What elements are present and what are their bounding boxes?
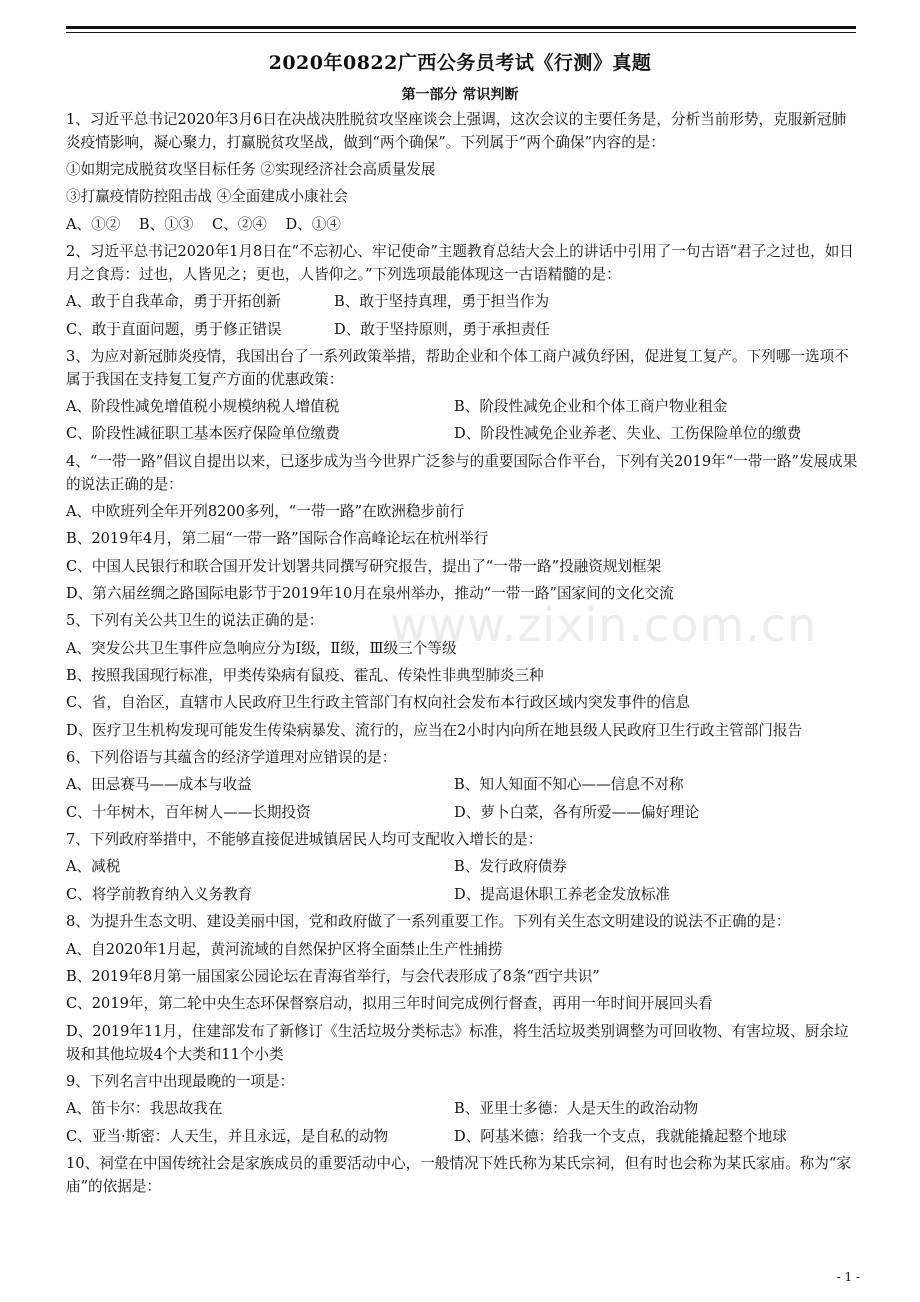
question-stem-10: 10、祠堂在中国传统社会是家族成员的重要活动中心，一般情况下姓氏称为某氏宗祠，但有时也会称为某氏家庙。称为“家庙”的依据是： [66, 1154, 851, 1195]
question-stem-8: 8、为提升生态文明、建设美丽中国，党和政府做了一系列重要工作。下列有关生态文明建设的说法不正确的是： [66, 913, 791, 931]
option-c: C、2019年，第二轮中央生态环保督察启动，拟用三年时间完成例行督查，再用一年时间开展回头看 [66, 995, 713, 1013]
option-c: C、阶段性减征职工基本医疗保险单位缴费 [66, 425, 340, 443]
option-a: A、阶段性减免增值税小规模纳税人增值税 [66, 397, 340, 415]
statement-line-2: ③打赢疫情防控阻击战 ④全面建成小康社会 [66, 188, 348, 206]
option-d: D、敢于坚持原则，勇于承担责任 [334, 320, 551, 338]
watermark: www.zixin.com.cn [390, 598, 818, 652]
section-heading: 第一部分 常识判断 [401, 87, 519, 103]
question-list [66, 106, 858, 1200]
question-stem-5: 5、下列有关公共卫生的说法正确的是： [66, 612, 324, 630]
option-d: D、医疗卫生机构发现可能发生传染病暴发、流行的，应当在2小时内向所在地县级人民政府卫生行政主管部门报告 [66, 721, 803, 739]
option-d: D、阿基米德：给我一个支点，我就能撬起整个地球 [454, 1127, 787, 1145]
question-stem-9: 9、下列名言中出现最晚的一项是： [66, 1072, 295, 1090]
question-stem-4: 4、“一带一路”倡议自提出以来，已逐步成为当今世界广泛参与的重要国际合作平台，下列有关2019年“一带一路”发展成果的说法正确的是： [66, 452, 858, 493]
option-a: A、笛卡尔：我思故我在 [66, 1100, 223, 1118]
option-c: C、敢于直面问题，勇于修正错误 [66, 320, 282, 338]
option-b: B、阶段性减免企业和个体工商户物业租金 [454, 397, 728, 415]
option-c: C、中国人民银行和联合国开发计划署共同撰写研究报告，提出了“一带一路”投融资规划框架 [66, 557, 662, 575]
option-b: B、敢于坚持真理，勇于担当作为 [334, 293, 550, 311]
options-row [66, 393, 858, 420]
option-c: C、十年树木，百年树人——长期投资 [66, 803, 311, 821]
option-a: A、田忌赛马——成本与收益 [66, 776, 252, 794]
option-b: B、知人知面不知心——信息不对称 [454, 776, 684, 794]
page-number: - 1 - [836, 1270, 860, 1284]
options-row [66, 799, 858, 826]
options-row [66, 853, 858, 880]
question-stem-2: 2、习近平总书记2020年1月8日在“不忘初心、牢记使命”主题教育总结大会上的讲话中引用了一句古语“君子之过也，如日月之食焉：过也，人皆见之；更也，人皆仰之。”下列选项最能体现这一古语精髓的是： [66, 243, 854, 284]
options-row [66, 288, 858, 315]
option-b: B、亚里士多德：人是天生的政治动物 [454, 1100, 699, 1118]
option-b: B、2019年4月，第二届“一带一路”国际合作高峰论坛在杭州举行 [66, 530, 489, 548]
option-c: C、亚当·斯密：人天生，并且永远，是自私的动物 [66, 1127, 389, 1145]
options-row [66, 1123, 858, 1150]
option-b: B、按照我国现行标准，甲类传染病有鼠疫、霍乱、传染性非典型肺炎三种 [66, 667, 544, 685]
options-row [66, 881, 858, 908]
options-row [66, 420, 858, 447]
option-a: A、突发公共卫生事件应急响应分为Ⅰ级，Ⅱ级，Ⅲ级三个等级 [66, 639, 457, 657]
option-a: A、敢于自我革命，勇于开拓创新 [66, 293, 281, 311]
option-b: B、发行政府债券 [454, 858, 567, 876]
statement-line-1: ①如期完成脱贫攻坚目标任务 ②实现经济社会高质量发展 [66, 161, 436, 178]
option-a: A、中欧班列全年开列8200多列，“一带一路”在欧洲稳步前行 [66, 502, 465, 520]
options-row [66, 771, 858, 798]
question-stem-3: 3、为应对新冠肺炎疫情，我国出台了一系列政策举措，帮助企业和个体工商户减负纾困，促进复工复产。下列哪一选项不属于我国在支持复工复产方面的优惠政策： [66, 347, 849, 388]
options-row [66, 1095, 858, 1122]
option-d: D、第六届丝绸之路国际电影节于2019年10月在泉州举办，推动“一带一路”国家间的文化交流 [66, 584, 674, 602]
document-title: 2020年0822广西公务员考试《行测》真题 [268, 52, 652, 74]
question-stem-1: 1、习近平总书记2020年3月6日在决战决胜脱贫攻坚座谈会上强调，这次会议的主要任务是，分析当前形势，克服新冠肺炎疫情影响，凝心聚力，打赢脱贫攻坚战，做到“两个确保”。下列属于“两个确保”内容的是： [66, 111, 847, 151]
option-a: A、减税 [66, 858, 121, 876]
top-rule-thin [66, 32, 856, 33]
option-d: D、2019年11月，住建部发布了新修订《生活垃圾分类标志》标准，将生活垃圾类别调整为可回收物、有害垃圾、厨余垃圾和其他垃圾4个大类和11个小类 [66, 1022, 849, 1063]
options-row [66, 316, 858, 343]
top-rule-thick [66, 26, 856, 29]
option-d: D、提高退休职工养老金发放标准 [454, 885, 671, 903]
option-c: C、将学前教育纳入义务教育 [66, 885, 253, 903]
option-d: D、阶段性减免企业养老、失业、工伤保险单位的缴费 [454, 425, 802, 443]
option-c: C、省，自治区，直辖市人民政府卫生行政主管部门有权向社会发布本行政区域内突发事件的信息 [66, 694, 691, 712]
option-a: A、自2020年1月起，黄河流域的自然保护区将全面禁止生产性捕捞 [66, 940, 503, 958]
options-q1: A、①② B、①③ C、②④ D、①④ [66, 215, 341, 233]
question-stem-6: 6、下列俗语与其蕴含的经济学道理对应错误的是： [66, 748, 397, 766]
question-stem-7: 7、下列政府举措中，不能够直接促进城镇居民人均可支配收入增长的是： [66, 831, 543, 849]
option-d: D、萝卜白菜，各有所爱——偏好理论 [454, 803, 700, 821]
option-b: B、2019年8月第一届国家公园论坛在青海省举行，与会代表形成了8条“西宁共识” [66, 967, 600, 985]
